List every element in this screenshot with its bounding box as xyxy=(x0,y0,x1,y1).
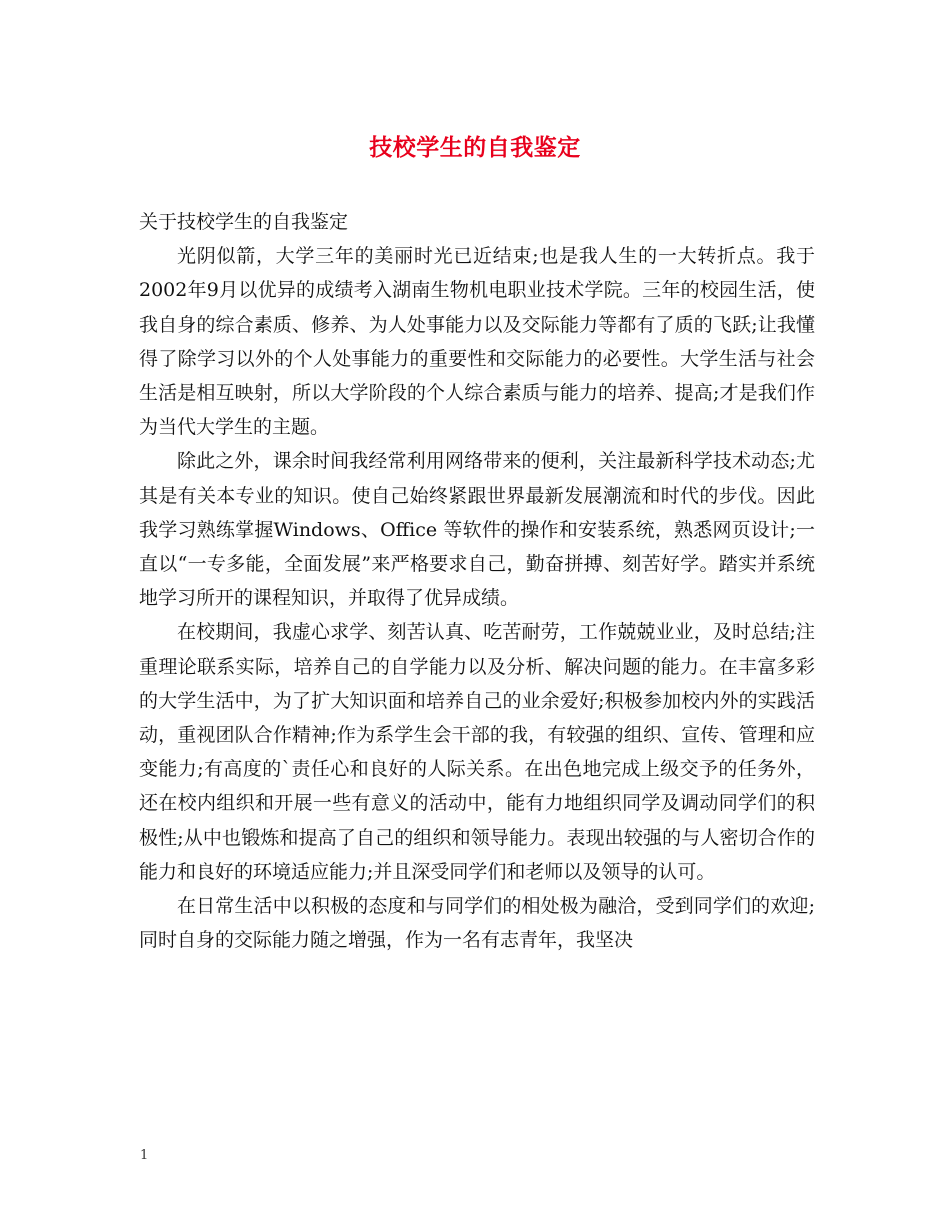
paragraph-3: 在校期间，我虚心求学、刻苦认真、吃苦耐劳，工作兢兢业业，及时总结;注重理论联系实际，培养自己的自学能力以及分析、解决问题的能力。在丰富多彩的大学生活中，为了扩大知识面和培养自己的业余爱好;积极参加校内外的实践活动，重视团队合作精神;作为系学生会干部的我，有较强的组织、宣传、管理和应变能力;有高度的`责任心和良好的人际关系。在出色地完成上级交予的任务外，还在校内组织和开展一些有意义的活动中，能有力地组织同学及调动同学们的积极性;从中也锻炼和提高了自己的组织和领导能力。表现出较强的与人密切合作的能力和良好的环境适应能力;并且深受同学们和老师以及领导的认可。 xyxy=(139,621,815,883)
document-subtitle: 关于技校学生的自我鉴定 xyxy=(139,211,349,233)
paragraph-4: 在日常生活中以积极的态度和与同学们的相处极为融洽，受到同学们的欢迎;同时自身的交际能力随之增强，作为一名有志青年，我坚决 xyxy=(139,895,815,952)
page-number: 1 xyxy=(140,1148,149,1163)
document-body xyxy=(139,205,815,957)
document-title: 技校学生的自我鉴定 xyxy=(369,134,581,161)
paragraph-2: 除此之外，课余时间我经常利用网络带来的便利，关注最新科学技术动态;尤其是有关本专业的知识。使自己始终紧跟世界最新发展潮流和时代的步伐。因此我学习熟练掌握Windows、Office 等软件的操作和安装系统，熟悉网页设计;一直以“一专多能，全面发展”来严格要求自己，勤奋拼搏、刻苦好学。踏实并系统地学习所开的课程知识，并取得了优异成绩。 xyxy=(139,450,815,610)
paragraph-1: 光阴似箭，大学三年的美丽时光已近结束;也是我人生的一大转折点。我于2002年9月以优异的成绩考入湖南生物机电职业技术学院。三年的校园生活，使我自身的综合素质、修养、为人处事能力以及交际能力等都有了质的飞跃;让我懂得了除学习以外的个人处事能力的重要性和交际能力的必要性。大学生活与社会生活是相互映射，所以大学阶段的个人综合素质与能力的培养、提高;才是我们作为当代大学生的主题。 xyxy=(139,245,815,439)
